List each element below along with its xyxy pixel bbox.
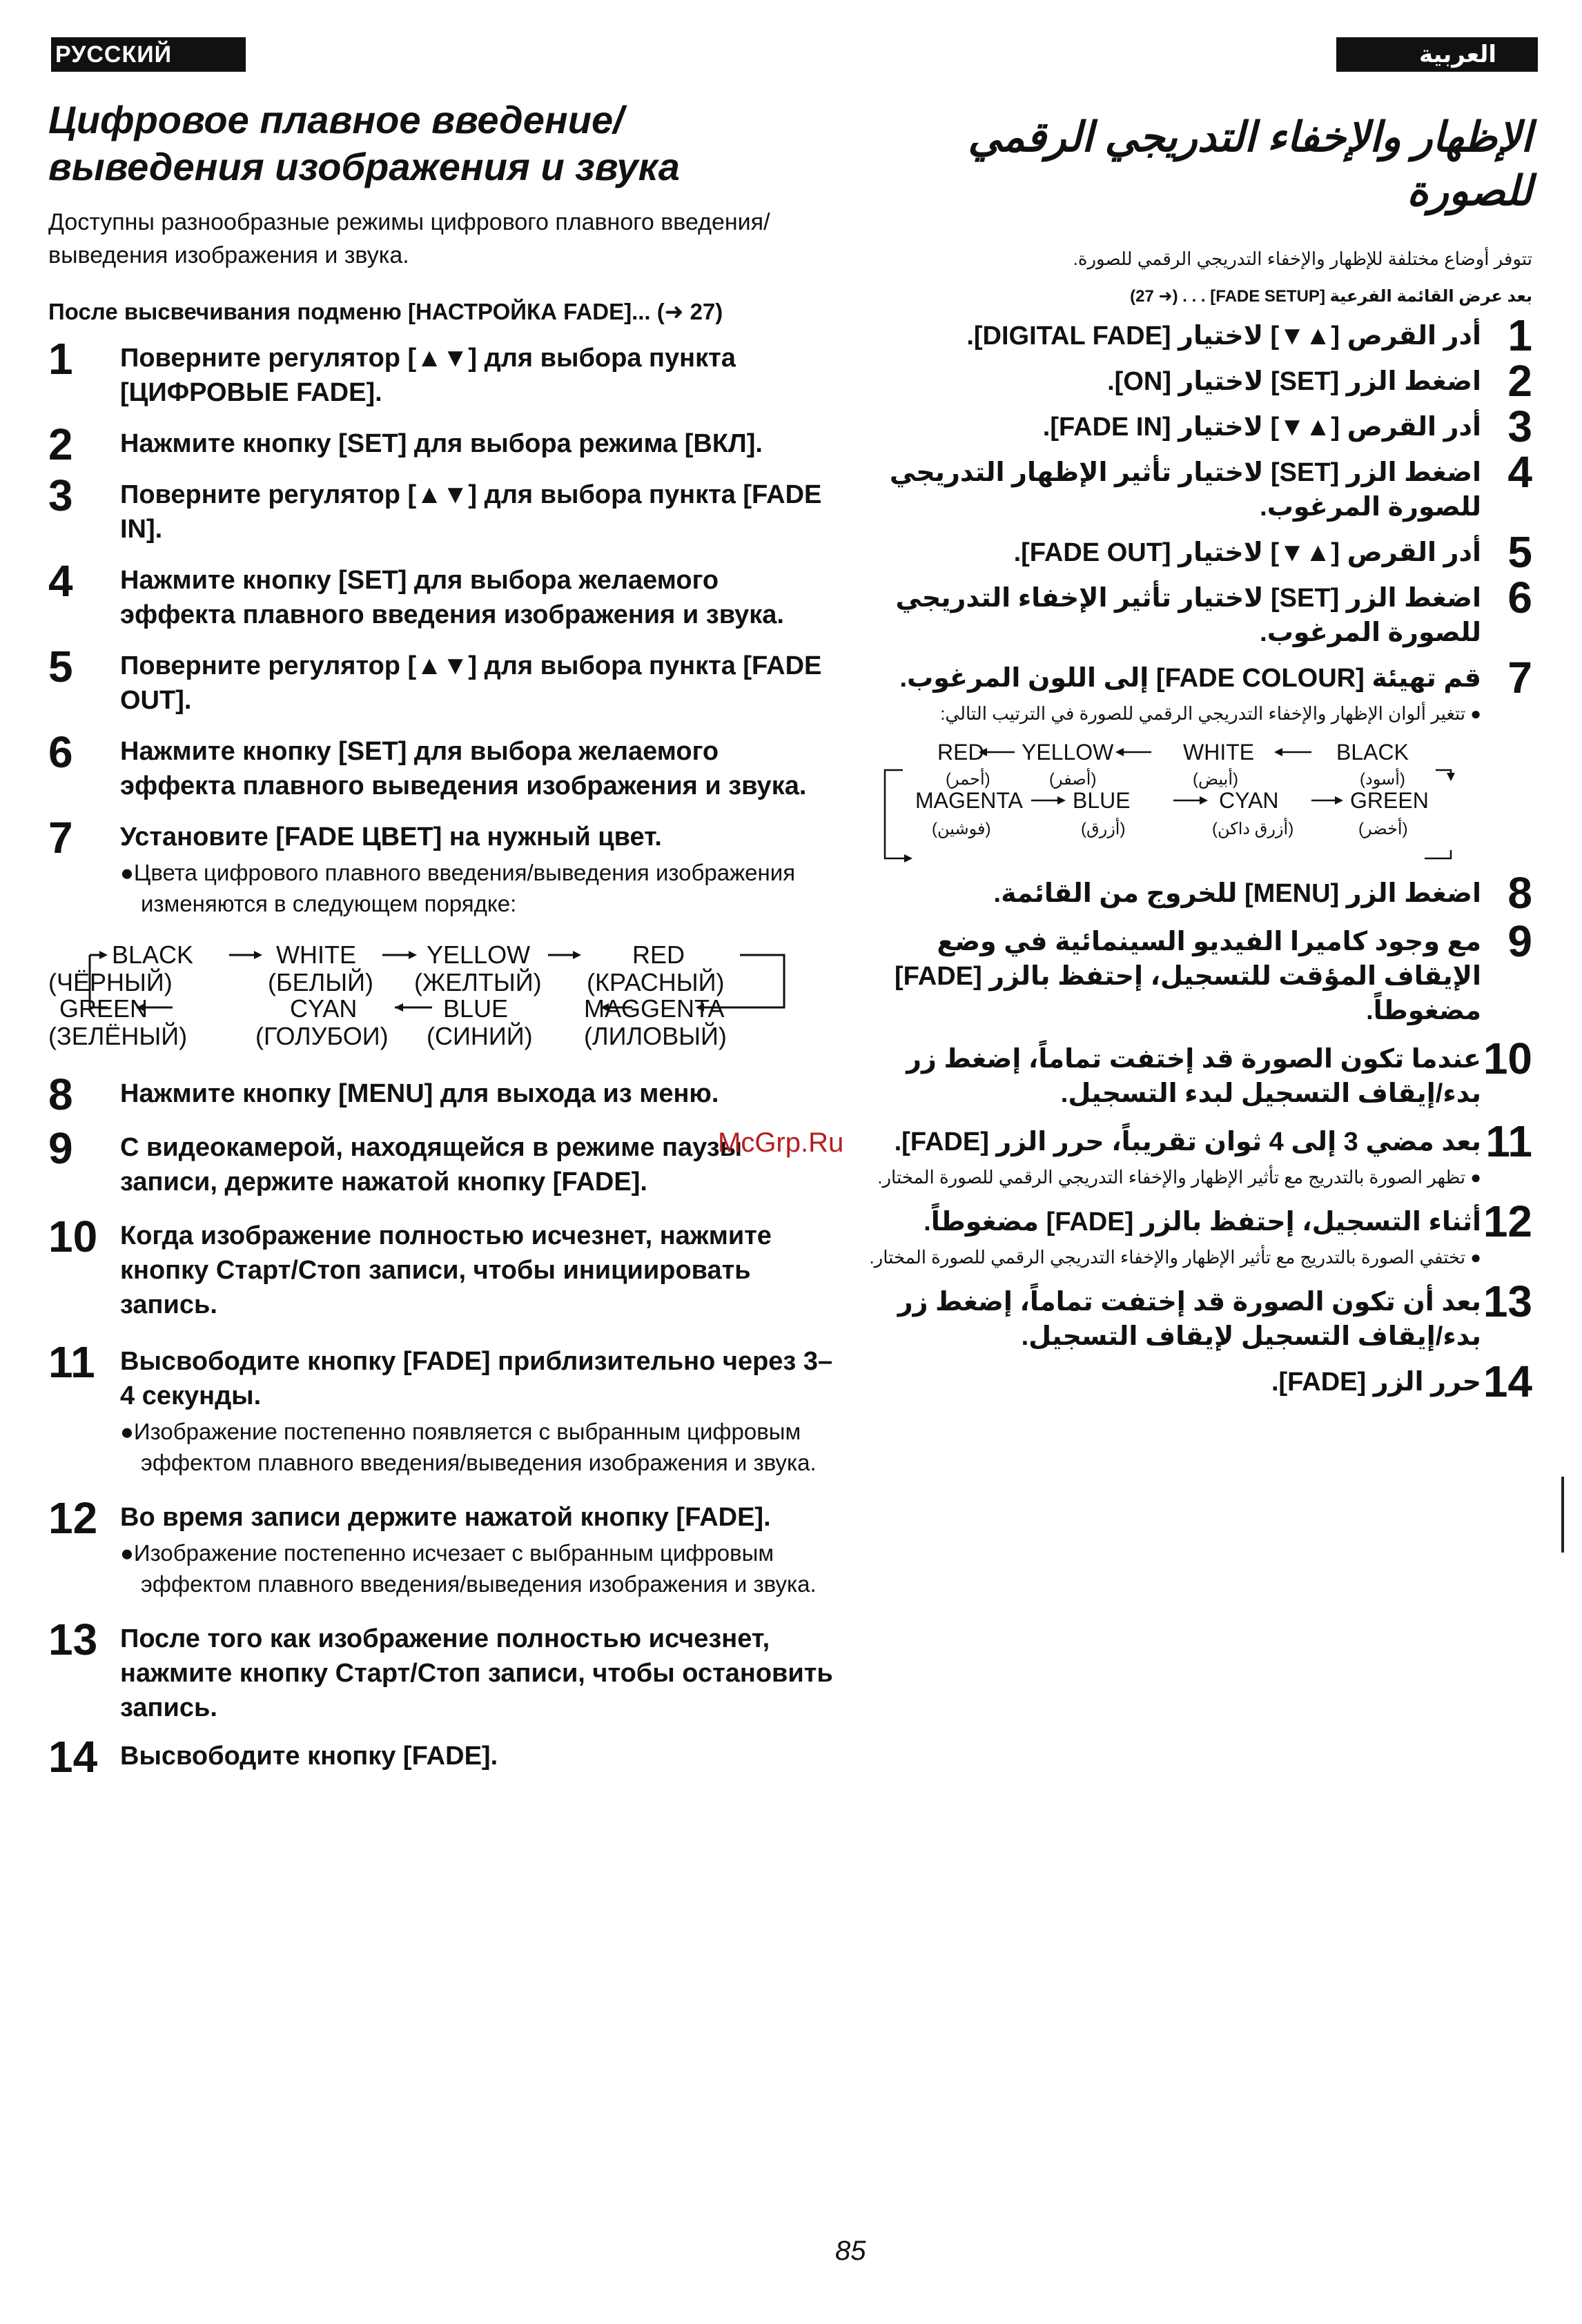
step-text: После того как изображение полностью исчезнет, нажмите кнопку Старт/Стоп записи, чтобы остановить запись. xyxy=(120,1624,833,1722)
step-number: 6 xyxy=(48,727,73,777)
watermark: McGrp.Ru xyxy=(718,1127,844,1158)
step-13 xyxy=(856,1277,1532,1354)
step-note: ●Изображение постепенно исчезает с выбранным цифровым эффектом плавного введения/выведения изображения и звука. xyxy=(120,1540,817,1597)
step-12 xyxy=(856,1197,1532,1271)
step-2 xyxy=(48,420,835,469)
step-1 xyxy=(48,334,835,410)
step-text: أدر القرص [▲▼] لاختيار [FADE IN]. xyxy=(1042,413,1481,442)
color-blue-ru: (СИНИЙ) xyxy=(427,1022,533,1050)
color-green: GREEN xyxy=(1350,788,1429,813)
step-9 xyxy=(856,916,1532,1028)
color-yellow: YELLOW xyxy=(427,941,531,969)
step-text: Высвободите кнопку [FADE] приблизительно через 3–4 секунды. xyxy=(120,1347,833,1410)
step-number: 8 xyxy=(48,1070,73,1119)
menu-instruction: После высвечивания подменю [НАСТРОЙКА FADE]... (➜ 27) xyxy=(48,299,723,324)
step-number: 3 xyxy=(1507,402,1532,451)
color-black-ru: (ЧЁРНЫЙ) xyxy=(48,968,173,996)
color-green-ar: (أخضر) xyxy=(1358,820,1408,838)
title-line-1: Цифровое плавное введение/ xyxy=(48,98,624,141)
step-7 xyxy=(856,653,1532,727)
step-note: ● تختفي الصورة بالتدريج مع تأثير الإظهار والإخفاء التدريجي الرقمي للصورة المختار. xyxy=(869,1247,1481,1268)
color-cyan: CYAN xyxy=(290,994,358,1023)
step-number: 7 xyxy=(48,813,73,863)
step-number: 10 xyxy=(1483,1034,1532,1083)
edge-marker xyxy=(1561,1477,1564,1553)
step-number: 4 xyxy=(48,556,73,606)
color-order-diagram-arabic xyxy=(856,737,1532,868)
step-7 xyxy=(48,813,835,919)
step-9 xyxy=(48,1123,835,1199)
page-number: 85 xyxy=(835,2236,866,2266)
step-10 xyxy=(48,1212,835,1322)
color-magenta-ru: (ЛИЛОВЫЙ) xyxy=(584,1022,727,1050)
step-1 xyxy=(856,311,1532,360)
color-white-ar: (أبيض) xyxy=(1193,770,1238,789)
color-magenta: MAGENTA xyxy=(915,788,1023,813)
color-green-ru: (ЗЕЛЁНЫЙ) xyxy=(48,1022,188,1050)
step-text: Высвободите кнопку [FADE]. xyxy=(120,1742,498,1771)
step-3 xyxy=(856,402,1532,451)
step-8 xyxy=(48,1070,835,1119)
step-number: 6 xyxy=(1507,573,1532,622)
step-number: 13 xyxy=(48,1615,98,1664)
intro-text: تتوفر أوضاع مختلفة للإظهار والإخفاء التدريجي الرقمي للصورة. xyxy=(1073,248,1532,269)
color-red-ar: (أحمر) xyxy=(946,770,990,789)
russian-column xyxy=(48,97,835,1782)
step-text: حرر الزر [FADE]. xyxy=(1271,1368,1481,1397)
title-line-2: выведения изображения и звука xyxy=(48,145,680,188)
step-number: 9 xyxy=(48,1123,73,1173)
step-number: 13 xyxy=(1483,1277,1532,1326)
color-red: RED xyxy=(632,941,685,969)
step-text: Поверните регулятор [▲▼] для выбора пункта [FADE IN]. xyxy=(120,480,822,544)
step-text: أدر القرص [▲▼] لاختيار [DIGITAL FADE]. xyxy=(966,322,1481,351)
color-cyan-ru: (ГОЛУБОИ) xyxy=(255,1022,389,1050)
color-black: BLACK xyxy=(1336,740,1409,765)
step-number: 7 xyxy=(1507,653,1532,702)
step-text: Поверните регулятор [▲▼] для выбора пункта [ЦИФРОВЫЕ FADE]. xyxy=(120,344,736,407)
step-text: Нажмите кнопку [SET] для выбора желаемого эффекта плавного выведения изображения и звука. xyxy=(120,737,807,800)
step-text: Поверните регулятор [▲▼] для выбора пункта [FADE OUT]. xyxy=(120,651,822,715)
color-blue: BLUE xyxy=(443,994,509,1023)
color-black: BLACK xyxy=(112,941,194,969)
color-yellow: YELLOW xyxy=(1022,740,1114,765)
color-red: RED xyxy=(937,740,984,765)
step-10 xyxy=(856,1034,1532,1111)
color-magenta: MAGGENTA xyxy=(584,994,725,1023)
color-white-ru: (БЕЛЫЙ) xyxy=(268,968,373,996)
step-text: بعد مضي 3 إلى 4 ثوان تقريباً، حرر الزر [FADE]. xyxy=(894,1127,1481,1156)
step-number: 1 xyxy=(1507,311,1532,360)
step-5 xyxy=(856,527,1532,577)
color-white: WHITE xyxy=(276,941,356,969)
step-number: 2 xyxy=(1507,356,1532,406)
step-text: اضغط الزر [SET] لاختيار تأثير الإظهار التدريجي للصورة المرغوب. xyxy=(889,458,1481,522)
step-note: ●Цвета цифрового плавного введения/выведения изображения изменяются в следующем порядке: xyxy=(120,860,796,916)
color-magenta-ar: (فوشين) xyxy=(932,820,991,838)
step-text: أدر القرص [▲▼] لاختيار [FADE OUT]. xyxy=(1013,538,1481,567)
menu-instruction: بعد عرض القائمة الفرعية [FADE SETUP] . . . (➜ 27) xyxy=(1130,287,1532,306)
step-text: اضغط الزر [SET] لاختيار [ON]. xyxy=(1107,367,1481,396)
color-blue: BLUE xyxy=(1073,788,1131,813)
intro-text: Доступны разнообразные режимы цифрового плавного введения/выведения изображения и звука. xyxy=(48,209,770,268)
step-text: Нажмите кнопку [MENU] для выхода из меню. xyxy=(120,1079,719,1108)
step-13 xyxy=(48,1615,835,1725)
step-14 xyxy=(48,1732,835,1782)
language-badge-arabic: العربية xyxy=(1336,37,1538,72)
step-note: ● تتغير ألوان الإظهار والإخفاء التدريجي الرقمي للصورة في الترتيب التالي: xyxy=(940,703,1481,724)
color-blue-ar: (أزرق) xyxy=(1081,820,1126,838)
title-line-1: الإظهار والإخفاء التدريجي الرقمي xyxy=(968,114,1532,160)
step-number: 10 xyxy=(48,1212,98,1261)
color-order-diagram-russian xyxy=(48,930,835,1052)
color-yellow-ru: (ЖЕЛТЫЙ) xyxy=(414,968,542,996)
step-8 xyxy=(856,868,1532,918)
step-number: 2 xyxy=(48,420,73,469)
step-number: 9 xyxy=(1507,916,1532,966)
step-6 xyxy=(856,573,1532,650)
step-12 xyxy=(48,1493,835,1599)
page-title-russian xyxy=(48,97,835,190)
step-number: 4 xyxy=(1507,447,1532,497)
arabic-column xyxy=(856,110,1532,1406)
step-number: 8 xyxy=(1507,868,1532,918)
step-text: عندما تكون الصورة قد إختفت تماماً، إضغط زر بدء/إيقاف التسجيل لبدء التسجيل. xyxy=(906,1045,1481,1108)
step-note: ● تظهر الصورة بالتدريج مع تأثير الإظهار والإخفاء التدريجي الرقمي للصورة المختار. xyxy=(877,1167,1481,1188)
step-number: 14 xyxy=(48,1732,98,1782)
step-4 xyxy=(856,447,1532,524)
step-number: 12 xyxy=(1483,1197,1532,1246)
step-11 xyxy=(856,1116,1532,1191)
step-4 xyxy=(48,556,835,632)
step-text: Когда изображение полностью исчезнет, нажмите кнопку Старт/Стоп записи, чтобы инициировать запись. xyxy=(120,1221,772,1319)
step-11 xyxy=(48,1337,835,1478)
step-number: 5 xyxy=(1507,527,1532,577)
language-badge-russian: РУССКИЙ ЯЗЫК xyxy=(51,37,246,72)
step-number: 1 xyxy=(48,334,73,384)
color-yellow-ar: (أصفر) xyxy=(1049,770,1097,789)
step-number: 3 xyxy=(48,471,73,520)
step-text: Нажмите кнопку [SET] для выбора режима [ВКЛ]. xyxy=(120,429,763,458)
step-text: قم تهيئة [FADE COLOUR] إلى اللون المرغوب. xyxy=(899,664,1481,693)
step-text: Нажмите кнопку [SET] для выбора желаемого эффекта плавного введения изображения и звука. xyxy=(120,566,784,629)
step-number: 12 xyxy=(48,1493,98,1543)
color-red-ru: (КРАСНЫЙ) xyxy=(587,968,725,996)
step-text: Установите [FADE ЦВЕТ] на нужный цвет. xyxy=(120,823,662,851)
color-cyan-ar: (أزرق داكن) xyxy=(1212,820,1294,838)
page-title-arabic xyxy=(856,110,1532,218)
step-text: Во время записи держите нажатой кнопку [FADE]. xyxy=(120,1503,771,1532)
step-text: بعد أن تكون الصورة قد إختفت تماماً، إضغط زر بدء/إيقاف التسجيل لإيقاف التسجيل. xyxy=(897,1288,1481,1351)
step-number: 14 xyxy=(1483,1357,1532,1406)
step-2 xyxy=(856,356,1532,406)
step-3 xyxy=(48,471,835,546)
step-number: 11 xyxy=(1485,1116,1532,1166)
step-14 xyxy=(856,1357,1532,1406)
step-text: С видеокамерой, находящейся в режиме паузы записи, держите нажатой кнопку [FADE]. xyxy=(120,1133,743,1197)
color-cyan: CYAN xyxy=(1219,788,1279,813)
step-note: ●Изображение постепенно появляется с выбранным цифровым эффектом плавного введения/выведения изображения и звука. xyxy=(120,1419,817,1475)
step-text: مع وجود كاميرا الفيديو السينمائية في وضع الإيقاف المؤقت للتسجيل، إحتفظ بالزر [FADE] مضغوطاً. xyxy=(894,927,1481,1025)
step-text: اضغط الزر [MENU] للخروج من القائمة. xyxy=(993,879,1481,908)
step-number: 11 xyxy=(48,1337,95,1387)
title-line-2: للصورة xyxy=(1407,168,1532,214)
color-green: GREEN xyxy=(59,994,148,1023)
color-black-ar: (أسود) xyxy=(1360,770,1405,789)
step-text: اضغط الزر [SET] لاختيار تأثير الإخفاء التدريجي للصورة المرغوب. xyxy=(895,584,1481,647)
step-text: أثناء التسجيل، إحتفظ بالزر [FADE] مضغوطاً. xyxy=(924,1208,1481,1237)
color-white: WHITE xyxy=(1183,740,1255,765)
step-6 xyxy=(48,727,835,803)
step-5 xyxy=(48,642,835,718)
step-number: 5 xyxy=(48,642,73,691)
